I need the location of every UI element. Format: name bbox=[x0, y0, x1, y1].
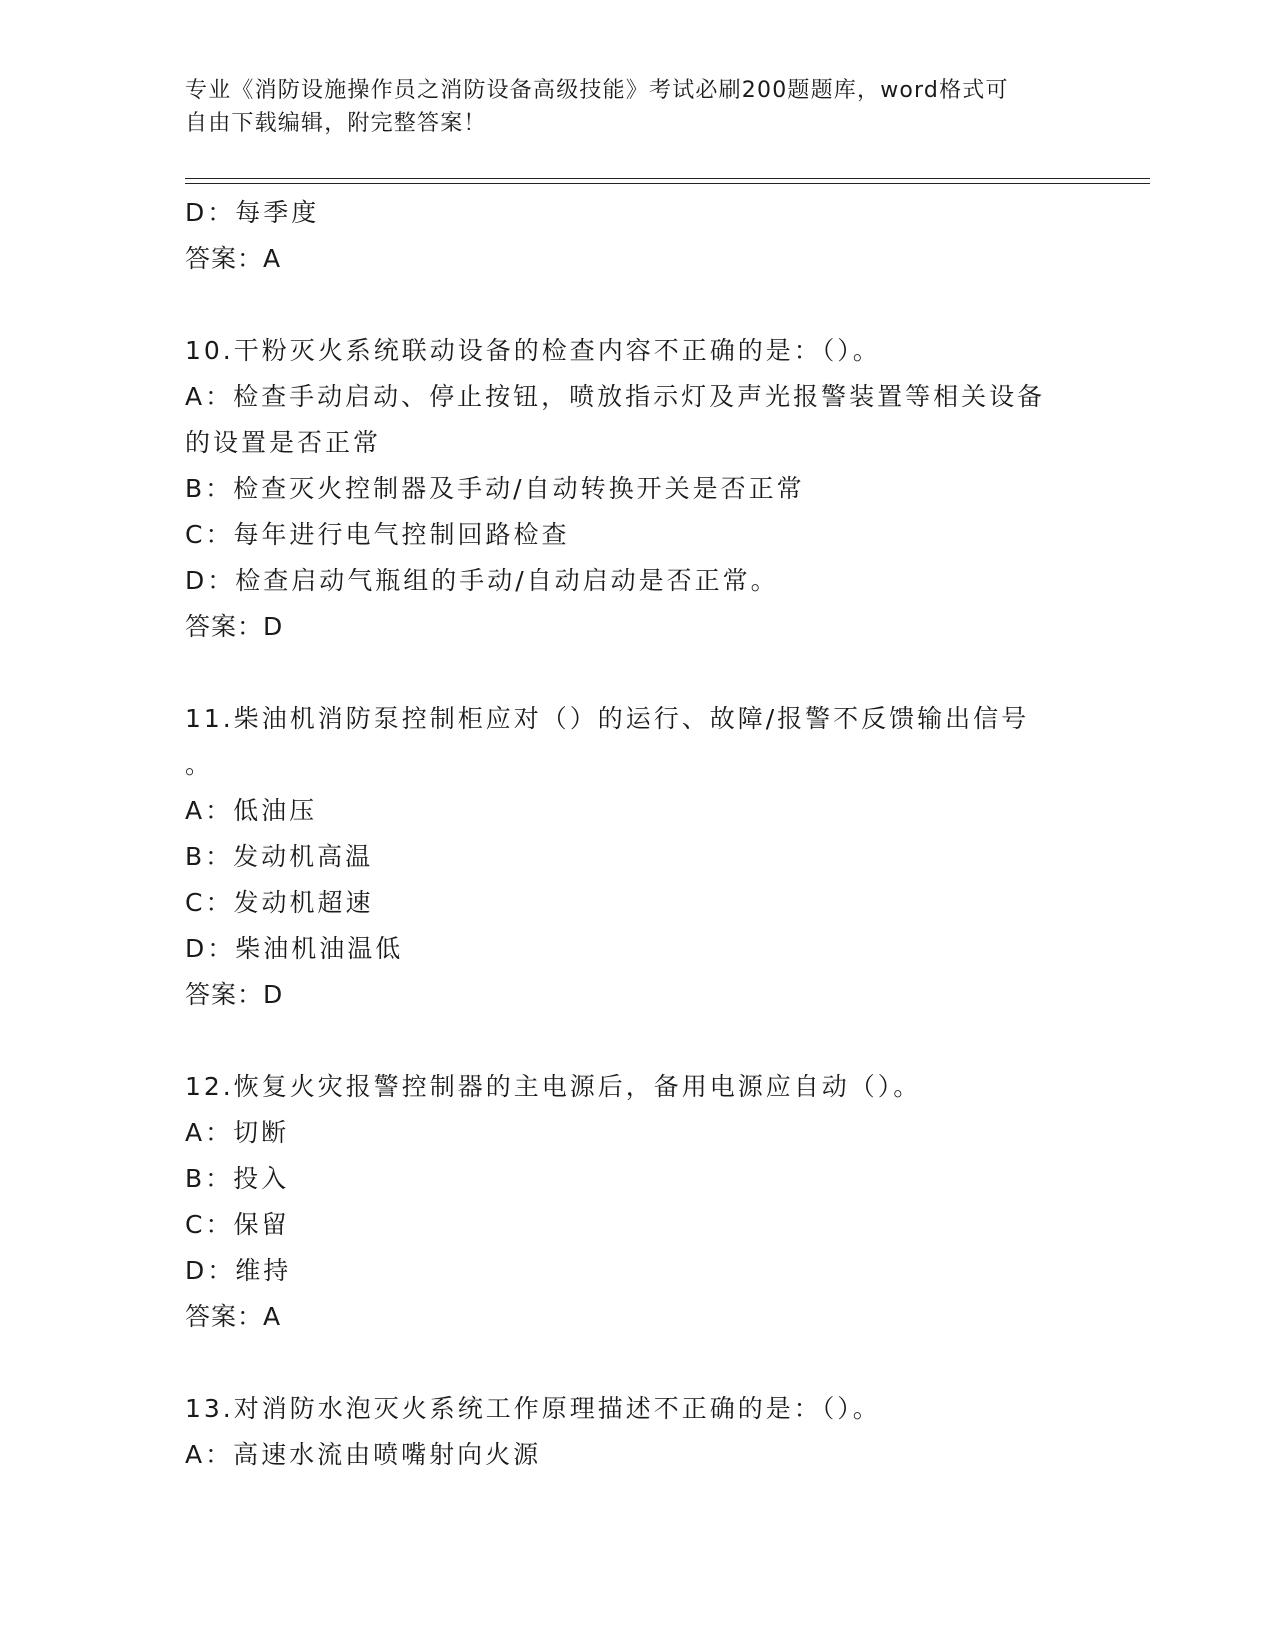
question-10 bbox=[185, 328, 1085, 650]
answer-line: 答案：A bbox=[185, 244, 282, 273]
option-b: B：检查灭火控制器及手动/自动转换开关是否正常 bbox=[185, 474, 805, 503]
option-a-continued: 的设置是否正常 bbox=[185, 428, 382, 457]
question-list bbox=[185, 190, 1085, 1478]
option-c: C：发动机超速 bbox=[185, 888, 374, 917]
option-b: B：发动机高温 bbox=[185, 842, 374, 871]
header-divider-top bbox=[185, 178, 1150, 179]
question-stem: 13.对消防水泡灭火系统工作原理描述不正确的是：（）。 bbox=[185, 1394, 881, 1423]
option-d: D：检查启动气瓶组的手动/自动启动是否正常。 bbox=[185, 566, 779, 595]
option-c: C：每年进行电气控制回路检查 bbox=[185, 520, 570, 549]
header-line-2: 自由下载编辑，附完整答案！ bbox=[185, 111, 487, 136]
answer-line: 答案：A bbox=[185, 1302, 282, 1331]
question-13 bbox=[185, 1386, 1085, 1478]
question-stem: 12.恢复火灾报警控制器的主电源后，备用电源应自动（）。 bbox=[185, 1072, 922, 1101]
question-stem-continued: 。 bbox=[185, 750, 214, 779]
question-11 bbox=[185, 696, 1085, 1018]
question-9-tail bbox=[185, 190, 1085, 282]
question-12 bbox=[185, 1064, 1085, 1340]
option-c: C：保留 bbox=[185, 1210, 290, 1239]
header-line-1: 专业《消防设施操作员之消防设备高级技能》考试必刷200题题库，word格式可 bbox=[185, 78, 1009, 103]
option-d: D：柴油机油温低 bbox=[185, 934, 404, 963]
document-header bbox=[185, 74, 1065, 140]
answer-line: 答案：D bbox=[185, 980, 284, 1009]
question-stem: 11.柴油机消防泵控制柜应对（）的运行、故障/报警不反馈输出信号 bbox=[185, 704, 1030, 733]
question-stem: 10.干粉灭火系统联动设备的检查内容不正确的是：（）。 bbox=[185, 336, 881, 365]
option-d: D：维持 bbox=[185, 1256, 292, 1285]
option-a: A：切断 bbox=[185, 1118, 290, 1147]
option-a: A：高速水流由喷嘴射向火源 bbox=[185, 1440, 542, 1469]
header-divider-bottom bbox=[185, 183, 1150, 184]
option-a: A：检查手动启动、停止按钮，喷放指示灯及声光报警装置等相关设备 bbox=[185, 382, 1046, 411]
option-b: B：投入 bbox=[185, 1164, 290, 1193]
option-a: A：低油压 bbox=[185, 796, 318, 825]
answer-line: 答案：D bbox=[185, 612, 284, 641]
option-d: D：每季度 bbox=[185, 198, 320, 227]
